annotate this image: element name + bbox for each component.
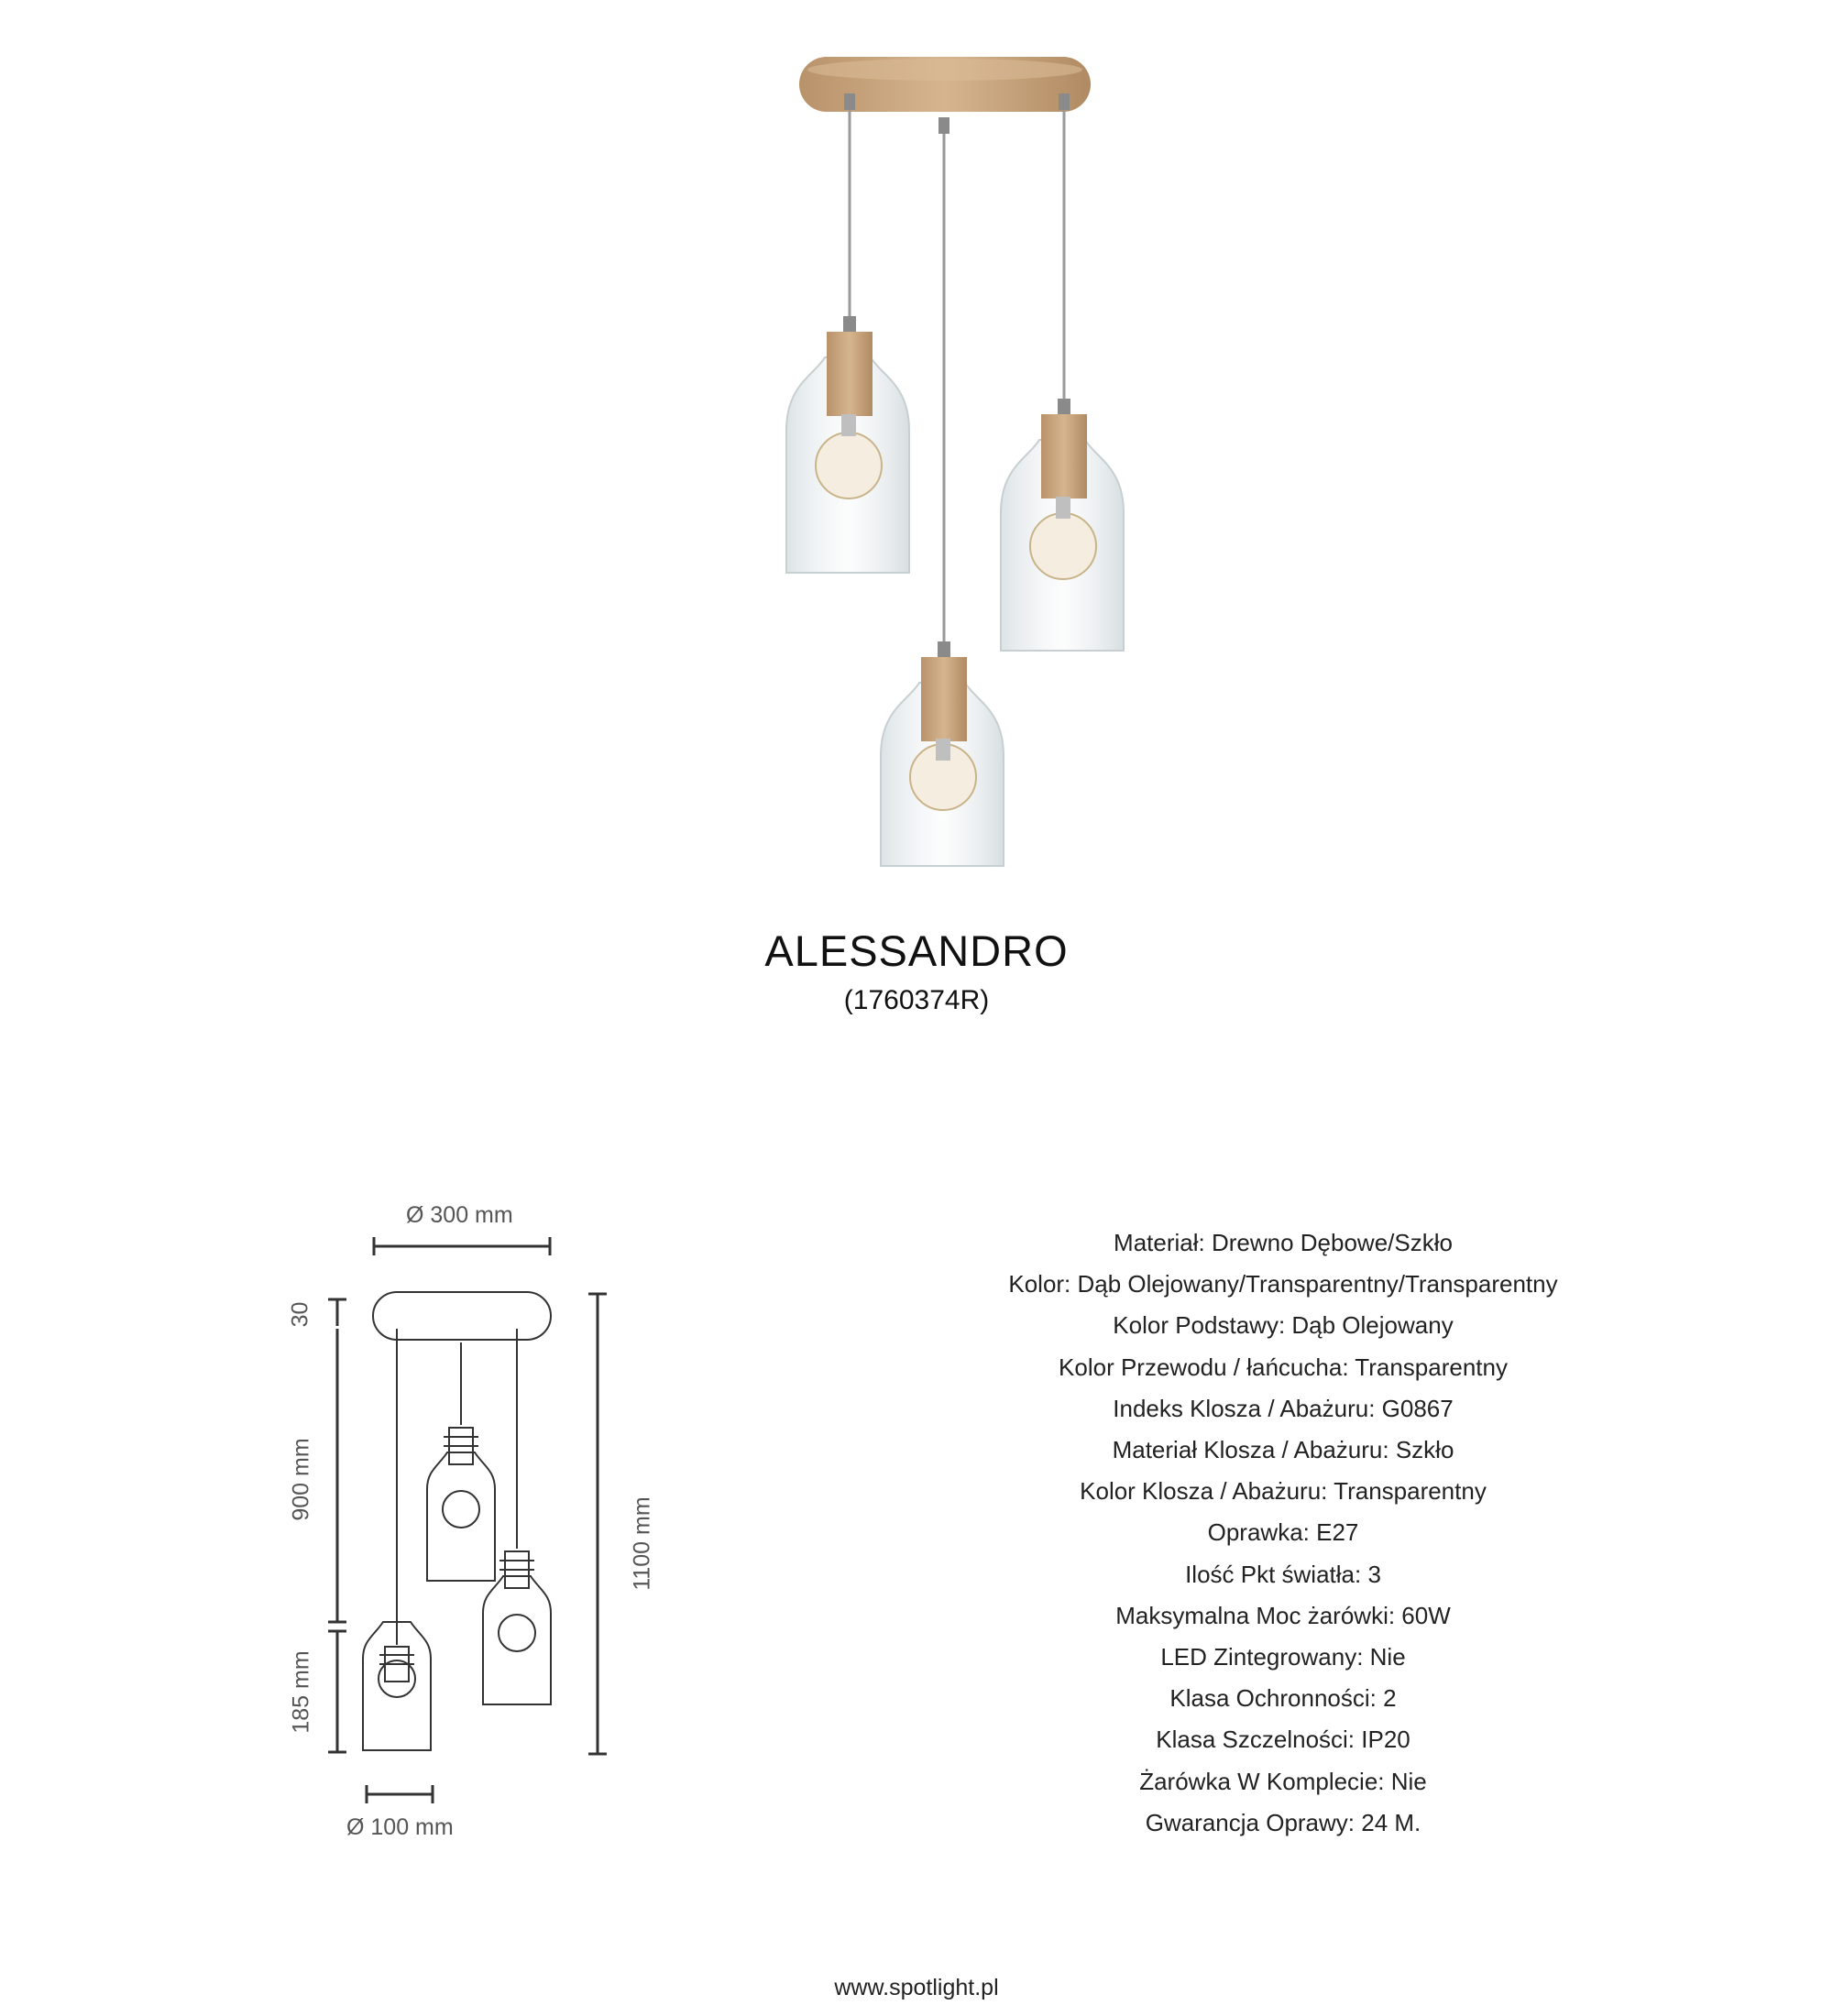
canopy-diameter-label: Ø 300 mm (406, 1202, 513, 1228)
spec-line: Oprawka: E27 (1207, 1518, 1359, 1547)
pendant-center (881, 641, 1004, 866)
spec-line: Kolor Podstawy: Dąb Olejowany (1113, 1311, 1454, 1340)
canopy-height-label: 30 (287, 1301, 313, 1328)
spec-line: Kolor: Dąb Olejowany/Transparentny/Transparentny (1008, 1270, 1558, 1298)
product-name: ALESSANDRO (764, 926, 1069, 975)
canopy (799, 57, 1091, 112)
dimension-lines (275, 1191, 660, 1851)
cable-length-label: 900 mm (288, 1438, 314, 1521)
spec-line: Gwarancja Oprawy: 24 M. (1145, 1808, 1421, 1836)
spec-line: Kolor Klosza / Abażuru: Transparentny (1080, 1477, 1487, 1506)
spec-line: Maksymalna Moc żarówki: 60W (1115, 1601, 1451, 1629)
total-height-label: 1100 mm (629, 1496, 655, 1591)
spec-line: Klasa Ochronności: 2 (1169, 1684, 1397, 1713)
shade-height-label: 185 mm (288, 1650, 314, 1734)
spec-line: Materiał Klosza / Abażuru: Szkło (1112, 1436, 1454, 1464)
spec-line: Indeks Klosza / Abażuru: G0867 (1113, 1394, 1454, 1422)
spec-line: Klasa Szczelności: IP20 (1156, 1726, 1410, 1754)
product-photo (715, 37, 1155, 898)
spec-list (916, 1222, 1650, 1844)
spec-line: LED Zintegrowany: Nie (1160, 1643, 1406, 1671)
pendant-right (1001, 399, 1124, 651)
spec-line: Żarówka W Komplecie: Nie (1139, 1767, 1427, 1795)
spec-line: Ilość Pkt światła: 3 (1185, 1560, 1381, 1588)
pendant-left (786, 316, 909, 573)
shade-diameter-label: Ø 100 mm (346, 1814, 454, 1840)
spec-line: Materiał: Drewno Dębowe/Szkło (1114, 1229, 1453, 1256)
footer-url[interactable]: www.spotlight.pl (834, 1975, 999, 2000)
product-code: (1760374R) (843, 985, 990, 1015)
dimension-drawing (275, 1191, 660, 1851)
spec-line: Kolor Przewodu / łańcucha: Transparentny (1059, 1353, 1508, 1381)
